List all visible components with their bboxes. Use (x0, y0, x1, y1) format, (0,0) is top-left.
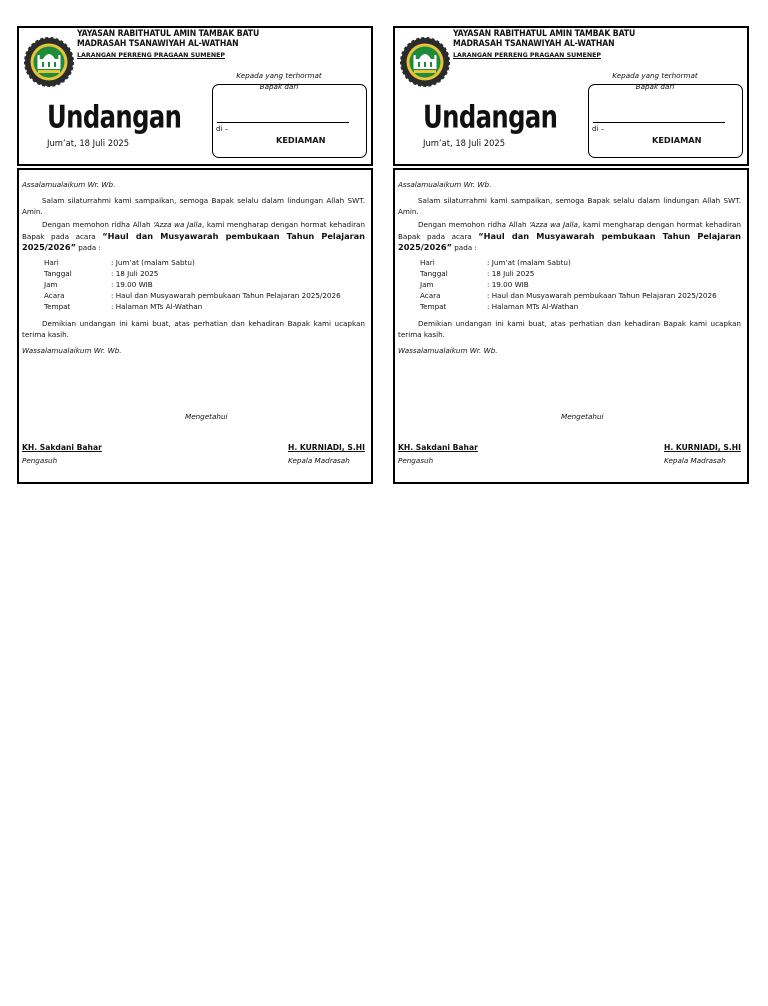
signer1-role: Pengasuh (22, 456, 58, 465)
di-label: di – (592, 125, 605, 133)
signer2-role: Kepala Madrasah (288, 456, 350, 465)
paragraph-2-a: Dengan memohon ridha Allah (42, 220, 154, 229)
signer1-name: KH. Sakdani Bahar (398, 443, 478, 452)
detail-row (420, 302, 579, 311)
recipient-name-line (217, 122, 349, 123)
detail-value: : 18 Juli 2025 (111, 269, 159, 278)
detail-row (44, 291, 341, 300)
detail-row (420, 258, 571, 267)
invitation-date: Jum’at, 18 Juli 2025 (423, 138, 506, 148)
paragraph-2 (22, 220, 365, 254)
signer2-name: H. KURNIADI, S.HI (664, 443, 741, 452)
detail-row (44, 258, 195, 267)
signer2-name: H. KURNIADI, S.HI (288, 443, 365, 452)
kepada-line1: Kepada yang terhormat (236, 71, 322, 80)
detail-value: : Haul dan Musyawarah pembukaan Tahun Pelajaran 2025/2026 (487, 291, 717, 300)
paragraph-2-b: , kami mengharap dengan hormat kehadiran Bapak pada acara (22, 220, 365, 241)
org-name-line2: MADRASAH TSANAWIYAH AL-WATHAN (453, 39, 615, 49)
paragraph-2-italic: ‘Azza wa Jalla (153, 220, 202, 229)
recipient-name-line (593, 122, 725, 123)
invitation-date: Jum’at, 18 Juli 2025 (47, 138, 130, 148)
detail-label: Tempat (44, 302, 71, 311)
detail-row (420, 280, 529, 289)
signer1-name: KH. Sakdani Bahar (22, 443, 102, 452)
paragraph-2-a: Dengan memohon ridha Allah (418, 220, 530, 229)
detail-row (420, 291, 717, 300)
paragraph-1-text: Salam silaturrahmi kami sampaikan, semoga Bapak selalu dalam lindungan Allah SWT. Amin. (398, 196, 741, 216)
detail-label: Jam (44, 280, 58, 289)
signer1-role: Pengasuh (398, 456, 434, 465)
detail-value: : Jum’at (malam Sabtu) (487, 258, 571, 267)
org-name-line1: YAYASAN RABITHATUL AMIN TAMBAK BATU (453, 29, 636, 39)
di-label: di – (216, 125, 229, 133)
paragraph-2 (398, 220, 741, 254)
detail-label: Tanggal (420, 269, 448, 278)
detail-value: : 19.00 WIB (487, 280, 529, 289)
kediaman-label: KEDIAMAN (276, 135, 326, 145)
recipient-address-box (212, 84, 367, 158)
detail-label: Tanggal (44, 269, 72, 278)
detail-label: Acara (420, 291, 441, 300)
detail-value: : Halaman MTs Al-Wathan (111, 302, 203, 311)
invitation-title: Undangan (47, 100, 182, 136)
detail-label: Acara (44, 291, 65, 300)
detail-label: Hari (44, 258, 59, 267)
header-box (17, 26, 373, 166)
paragraph-2-c: pada : (451, 243, 477, 253)
greeting: Assalamualaikum Wr. Wb. (398, 180, 492, 189)
event-title-highlight: “Haul dan Musyawarah pembukaan Tahun Pelajaran 2025/2026” (398, 230, 741, 253)
event-title-highlight: “Haul dan Musyawarah pembukaan Tahun Pelajaran 2025/2026” (22, 230, 365, 253)
kediaman-label: KEDIAMAN (652, 135, 702, 145)
org-name-line1: YAYASAN RABITHATUL AMIN TAMBAK BATU (77, 29, 260, 39)
madrasah-logo-icon (24, 37, 74, 87)
kepada-line2: Bapak dari (635, 82, 675, 91)
closing-greeting: Wassalamualaikum Wr. Wb. (22, 346, 122, 355)
kepada-line2: Bapak dari (259, 82, 299, 91)
detail-row (44, 269, 159, 278)
paragraph-1 (22, 196, 365, 217)
detail-value: : 18 Juli 2025 (487, 269, 535, 278)
org-address: LARANGAN PERRENG PRAGAAN SUMENEP (77, 52, 226, 59)
recipient-address-box (588, 84, 743, 158)
signer2-role: Kepala Madrasah (664, 456, 726, 465)
detail-value: : Jum’at (malam Sabtu) (111, 258, 195, 267)
paragraph-3-text: Demikian undangan ini kami buat, atas perhatian dan kehadiran Bapak kami ucapkan terima kasih. (22, 319, 365, 339)
paragraph-2-c: pada : (75, 243, 101, 253)
detail-label: Hari (420, 258, 435, 267)
detail-value: : Halaman MTs Al-Wathan (487, 302, 579, 311)
greeting: Assalamualaikum Wr. Wb. (22, 180, 116, 189)
detail-label: Jam (420, 280, 434, 289)
paragraph-3-text: Demikian undangan ini kami buat, atas perhatian dan kehadiran Bapak kami ucapkan terima kasih. (398, 319, 741, 339)
closing-greeting: Wassalamualaikum Wr. Wb. (398, 346, 498, 355)
org-address: LARANGAN PERRENG PRAGAAN SUMENEP (453, 52, 602, 59)
madrasah-logo-icon (400, 37, 450, 87)
paragraph-2-italic: ‘Azza wa Jalla (529, 220, 578, 229)
mengetahui-label: Mengetahui (185, 412, 228, 421)
paragraph-2-b: , kami mengharap dengan hormat kehadiran Bapak pada acara (398, 220, 741, 241)
paragraph-3 (22, 319, 365, 340)
detail-value: : Haul dan Musyawarah pembukaan Tahun Pelajaran 2025/2026 (111, 291, 341, 300)
detail-row (44, 280, 153, 289)
invitation-title: Undangan (423, 100, 558, 136)
detail-label: Tempat (420, 302, 447, 311)
mengetahui-label: Mengetahui (561, 412, 604, 421)
detail-value: : 19.00 WIB (111, 280, 153, 289)
header-box (393, 26, 749, 166)
org-name-line2: MADRASAH TSANAWIYAH AL-WATHAN (77, 39, 239, 49)
kepada-line1: Kepada yang terhormat (612, 71, 698, 80)
paragraph-3 (398, 319, 741, 340)
paragraph-1-text: Salam silaturrahmi kami sampaikan, semoga Bapak selalu dalam lindungan Allah SWT. Amin. (22, 196, 365, 216)
paragraph-1 (398, 196, 741, 217)
detail-row (44, 302, 203, 311)
detail-row (420, 269, 535, 278)
